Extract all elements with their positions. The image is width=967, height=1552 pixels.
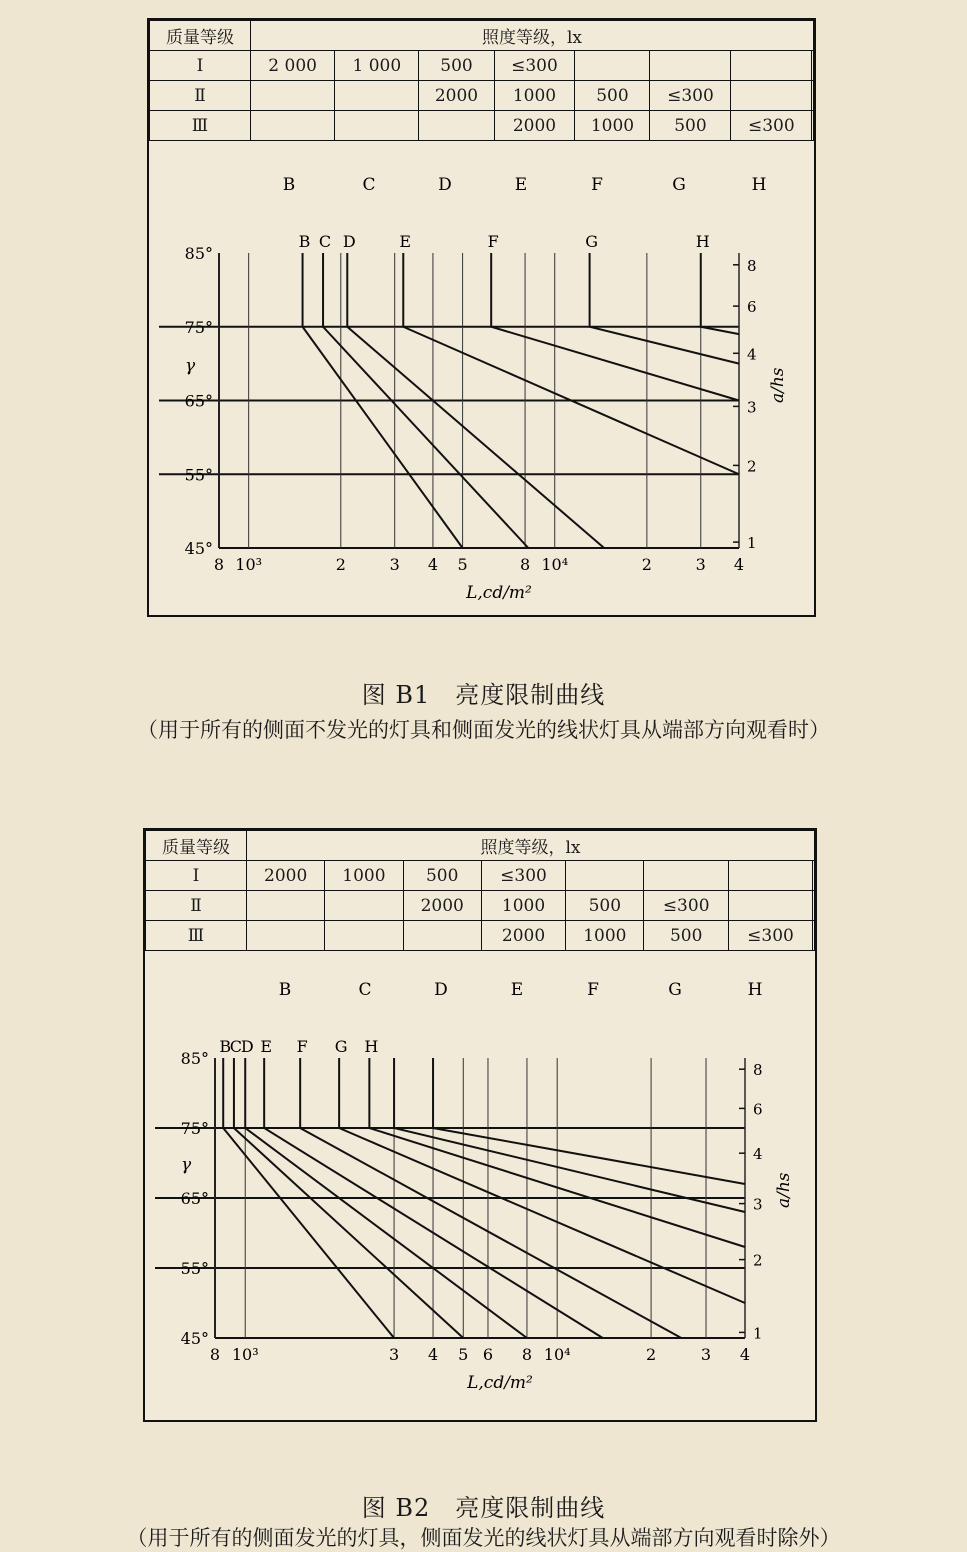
table-cell: [813, 891, 815, 921]
table-cell: [731, 51, 812, 81]
x-tick-label: 4: [733, 555, 745, 574]
table-cell: 500: [644, 921, 728, 951]
right-tick-label: 8: [747, 256, 757, 275]
right-tick-label: 3: [753, 1195, 763, 1214]
table-cell: 1000: [481, 891, 565, 921]
table-cell: [650, 51, 731, 81]
table-cell: 500: [650, 111, 731, 141]
x-tick-label: 4: [427, 555, 439, 574]
table-cell: 2000: [419, 81, 494, 111]
curve-label: C: [229, 1037, 243, 1056]
x-tick-label: 2: [645, 1345, 657, 1364]
table-cell: 1000: [566, 921, 644, 951]
quality-grade-header: 质量等级: [146, 831, 247, 861]
x-axis-label: L,cd/m²: [467, 1373, 533, 1393]
table-cell: [419, 111, 494, 141]
x-tick-label: 5: [458, 1345, 469, 1364]
table-cell: 1000: [325, 861, 403, 891]
table-cell: ≤300: [494, 51, 575, 81]
grade-cell: Ⅱ: [150, 81, 251, 111]
table-cell: 2 000: [251, 51, 335, 81]
right-tick-label: 6: [753, 1100, 763, 1119]
curve-label: E: [260, 1037, 273, 1056]
table-cell: [335, 111, 419, 141]
table-cell: ≤300: [481, 861, 565, 891]
y-tick-label: 55°: [184, 465, 213, 485]
table-row: [150, 81, 814, 111]
curve-extra: [394, 1058, 745, 1212]
y-tick-label: 65°: [184, 391, 213, 411]
table-cell: 2000: [247, 861, 325, 891]
figure-b2-caption: 图 B2 亮度限制曲线: [361, 1494, 606, 1522]
table-cell: [812, 111, 814, 141]
table-cell: 1 000: [335, 51, 419, 81]
x-tick-label: 4: [427, 1345, 439, 1364]
curve-G: [339, 1058, 745, 1303]
right-tick-label: 3: [747, 398, 757, 417]
table-cell: [731, 81, 812, 111]
illuminance-header: 照度等级，lx: [247, 831, 815, 861]
x-tick-label: 10⁴: [541, 555, 569, 574]
x-tick-label: 3: [389, 555, 400, 574]
illuminance-header: 照度等级，lx: [251, 21, 814, 51]
table-cell: 1000: [575, 111, 650, 141]
right-tick-label: 1: [753, 1324, 763, 1343]
x-tick-label: 8: [521, 1345, 533, 1364]
y-tick-label: 45°: [184, 539, 213, 558]
table-row: [150, 111, 814, 141]
curve-label: F: [296, 1037, 308, 1056]
table-cell: [575, 51, 650, 81]
curve-extra: [433, 1058, 745, 1184]
grade-cell: I: [150, 51, 251, 81]
right-tick-label: 2: [747, 457, 757, 476]
y-tick-label: 65°: [180, 1189, 209, 1208]
right-tick-label: 2: [753, 1251, 763, 1270]
curve-label: H: [695, 232, 710, 251]
table-row: [146, 921, 815, 951]
table-cell: [403, 921, 481, 951]
curve-label: B: [219, 1037, 232, 1056]
table-cell: [813, 861, 815, 891]
table-cell: 500: [403, 861, 481, 891]
table-cell: 2000: [481, 921, 565, 951]
table-cell: [325, 891, 403, 921]
right-tick-label: 8: [753, 1061, 763, 1080]
table-cell: ≤300: [731, 111, 812, 141]
right-axis-label: a/hs: [774, 1172, 794, 1208]
grade-cell: Ⅲ: [146, 921, 247, 951]
table-cell: 500: [566, 891, 644, 921]
y-tick-label: 75°: [180, 1119, 209, 1138]
table-cell: [251, 111, 335, 141]
x-tick-label: 2: [641, 555, 652, 574]
table-cell: [812, 81, 814, 111]
figure-b1: [147, 18, 816, 617]
x-tick-label: 5: [457, 555, 468, 574]
grade-cell: I: [146, 861, 247, 891]
table-cell: [247, 891, 325, 921]
quality-grade-table: [149, 20, 814, 141]
x-tick-label: 4: [739, 1345, 751, 1364]
top-letter-label: G: [668, 980, 682, 1000]
top-letter-label: B: [278, 980, 292, 1000]
table-cell: [566, 861, 644, 891]
table-cell: 500: [419, 51, 494, 81]
figure-b2: [143, 828, 817, 1422]
curve-G: [590, 253, 739, 364]
figure-b1-caption: 图 B1 亮度限制曲线: [361, 681, 606, 709]
table-row: [146, 861, 815, 891]
y-tick-label: 85°: [180, 1049, 209, 1068]
top-letter-label: F: [587, 980, 599, 1000]
top-letter-label: F: [591, 175, 603, 195]
x-tick-label: 8: [519, 555, 531, 574]
y-axis-label: γ: [185, 356, 196, 376]
x-tick-label: 3: [695, 555, 706, 574]
top-letter-label: D: [438, 175, 452, 195]
curve-label: G: [585, 232, 598, 251]
right-tick-label: 4: [747, 345, 757, 364]
curve-label: D: [240, 1037, 254, 1056]
x-tick-label: 3: [388, 1345, 400, 1364]
y-tick-label: 85°: [184, 244, 213, 263]
top-letter-label: D: [434, 980, 448, 1000]
curve-label: B: [298, 232, 311, 251]
top-letter-label: C: [362, 175, 376, 195]
quality-grade-header: 质量等级: [150, 21, 251, 51]
curve-E: [403, 253, 739, 474]
table-cell: [813, 921, 815, 951]
x-tick-label: 10³: [235, 555, 263, 574]
y-axis-label: γ: [181, 1155, 192, 1175]
curve-label: G: [334, 1037, 348, 1056]
table-cell: [728, 861, 812, 891]
grade-cell: Ⅱ: [146, 891, 247, 921]
table-cell: 2000: [403, 891, 481, 921]
figure-b2-subcaption: （用于所有的侧面发光的灯具，侧面发光的线状灯具从端部方向观看时除外）: [126, 1526, 841, 1550]
table-cell: [251, 81, 335, 111]
table-cell: 2000: [494, 111, 575, 141]
right-tick-label: 4: [753, 1145, 763, 1164]
y-tick-label: 55°: [180, 1259, 209, 1278]
table-cell: [335, 81, 419, 111]
x-axis-label: L,cd/m²: [466, 583, 532, 603]
curve-label: F: [487, 232, 499, 251]
table-cell: ≤300: [644, 891, 728, 921]
curve-label: C: [318, 232, 332, 251]
top-letter-label: E: [510, 980, 524, 1000]
x-tick-label: 2: [335, 555, 346, 574]
top-letter-label: H: [747, 980, 763, 1000]
table-cell: ≤300: [728, 921, 812, 951]
table-header-row: [146, 831, 815, 861]
quality-grade-table: [145, 830, 815, 951]
right-axis-label: a/hs: [768, 367, 788, 403]
top-letter-label: B: [282, 175, 296, 195]
luminance-limit-chart-b2: [145, 973, 815, 1418]
luminance-limit-chart-b1: [149, 168, 814, 613]
x-tick-label: 10⁴: [543, 1345, 571, 1364]
top-letter-label: E: [514, 175, 528, 195]
right-tick-label: 1: [747, 534, 757, 553]
curve-label: H: [364, 1037, 379, 1056]
figure-b1-subcaption: （用于所有的侧面不发光的灯具和侧面发光的线状灯具从端部方向观看时）: [137, 718, 830, 742]
x-tick-label: 8: [209, 1345, 221, 1364]
table-cell: 1000: [494, 81, 575, 111]
x-tick-label: 6: [482, 1345, 494, 1364]
y-tick-label: 75°: [184, 317, 213, 337]
curve-label: E: [399, 232, 412, 251]
x-tick-label: 8: [213, 555, 225, 574]
table-cell: [728, 891, 812, 921]
grade-cell: Ⅲ: [150, 111, 251, 141]
curve-label: D: [342, 232, 356, 251]
top-letter-label: G: [672, 175, 686, 195]
table-cell: [644, 861, 728, 891]
right-tick-label: 6: [747, 298, 757, 317]
table-cell: [247, 921, 325, 951]
table-cell: [812, 51, 814, 81]
table-cell: [325, 921, 403, 951]
top-letter-label: C: [358, 980, 372, 1000]
table-cell: 500: [575, 81, 650, 111]
table-row: [146, 891, 815, 921]
table-header-row: [150, 21, 814, 51]
table-row: [150, 51, 814, 81]
x-tick-label: 3: [700, 1345, 712, 1364]
top-letter-label: H: [751, 175, 767, 195]
table-cell: ≤300: [650, 81, 731, 111]
x-tick-label: 10³: [231, 1345, 259, 1364]
y-tick-label: 45°: [180, 1329, 209, 1348]
